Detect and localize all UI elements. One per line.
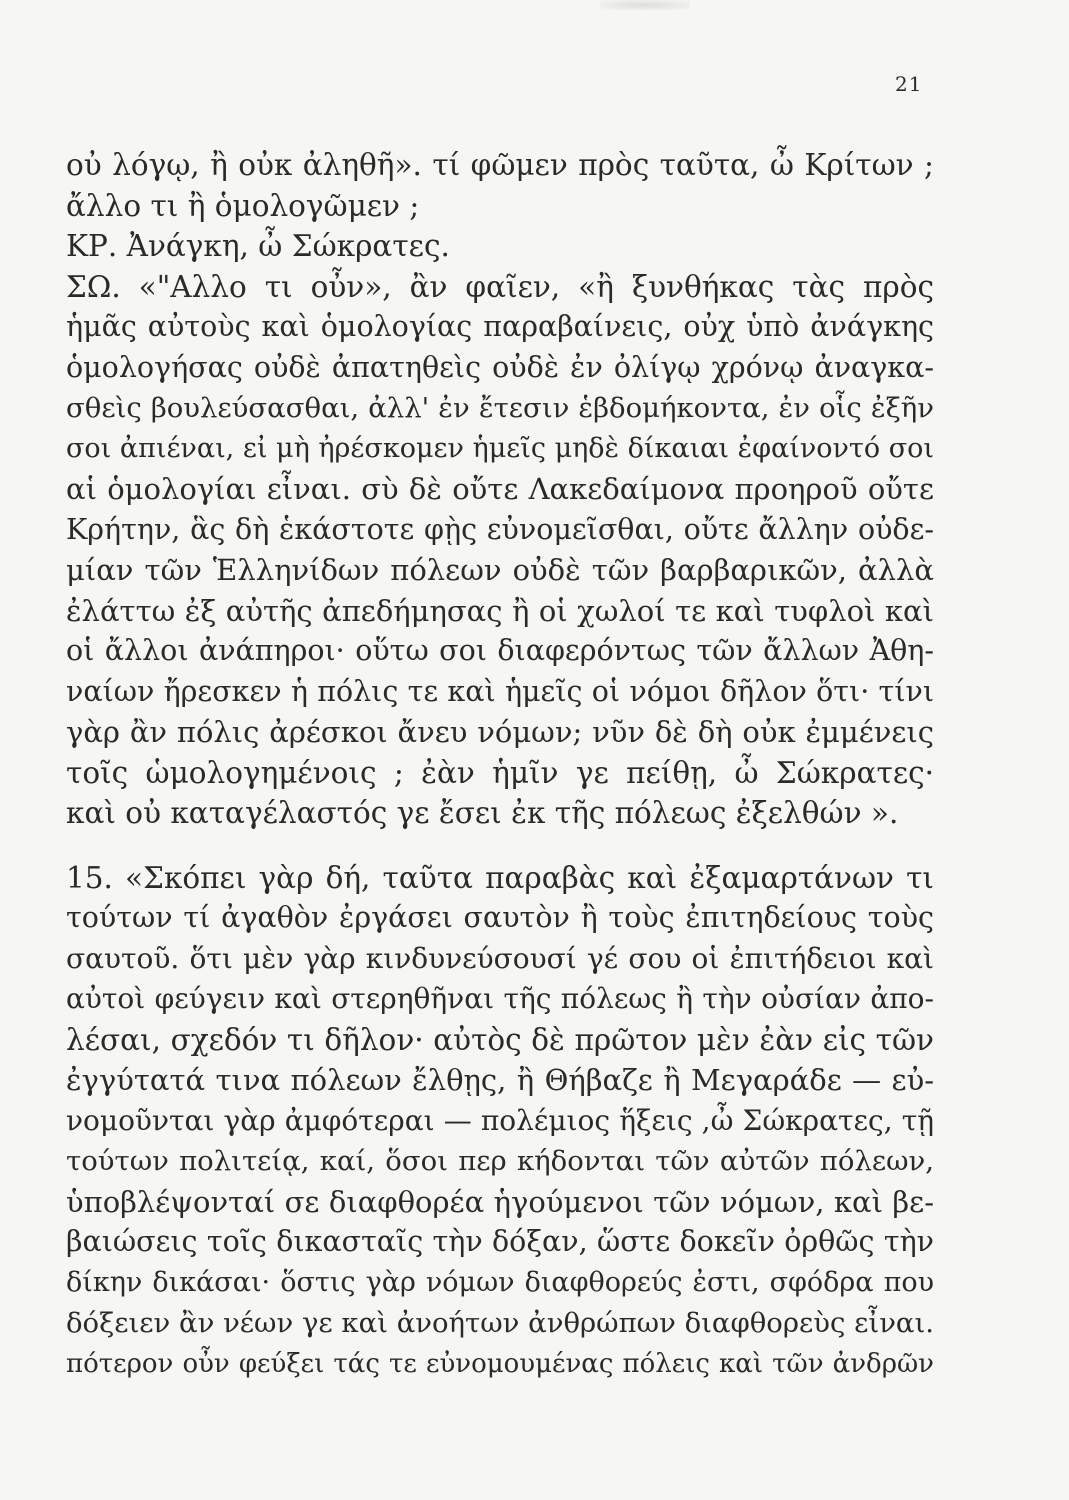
text-line: σαυτοῦ. ὅτι μὲν γὰρ κινδυνεύσουσί γέ σου οἱ ἐπιτήδειοι καὶ [66,941,934,975]
scan-smudge [600,0,690,10]
text-line: ναίων ἤρεσκεν ἡ πόλις τε καὶ ἡμεῖς οἱ νόμοι δῆλον ὅτι· τίνι [66,674,934,708]
text-line: τούτων πολιτείᾳ, καί, ὅσοι περ κήδονται τῶν αὐτῶν πόλεων, [66,1145,934,1177]
page-number: 21 [895,72,923,96]
text-line: ἡμᾶς αὐτοὺς καὶ ὁμολογίας παραβαίνεις, οὐχ ὑπὸ ἀνάγκης [66,310,934,343]
text-line: βαιώσεις τοῖς δικασταῖς τὴν δόξαν, ὥστε δοκεῖν ὀρθῶς τὴν [66,1225,934,1258]
text-line: τούτων τί ἀγαθὸν ἐργάσει σαυτὸν ἢ τοὺς ἐπιτηδείους τοὺς [66,901,934,934]
text-line: ἐλάττω ἐξ αὐτῆς ἀπεδήμησας ἢ οἱ χωλοί τε καὶ τυφλοὶ καὶ [66,593,934,628]
text-line: σθεὶς βουλεύσασθαι, ἀλλ' ἐν ἔτεσιν ἑβδομήκοντα, ἐν οἷς ἐξῆν [66,392,934,424]
text-line: λέσαι, σχεδόν τι δῆλον· αὐτὸς δὲ πρῶτον μὲν ἐὰν εἰς τῶν [66,1022,934,1057]
text-line: δίκην δικάσαι· ὅστις γὰρ νόμων διαφθορεύς ἐστι, σφόδρα που [66,1266,934,1298]
text-line: πότερον οὖν φεύξει τάς τε εὐνομουμένας πόλεις καὶ τῶν ἀνδρῶν [66,1348,934,1379]
text-line: νομοῦνται γὰρ ἀμφότεραι — πολέμιος ἥξεις ,ὦ Σώκρατες, τῇ [66,1103,934,1137]
text-line: ὁμολογήσας οὐδὲ ἀπατηθεὶς οὐδὲ ἐν ὀλίγῳ χρόνῳ ἀναγκα- [66,350,934,384]
text-line: ἐγγύτατά τινα πόλεων ἔλθῃς, ἢ Θήβαζε ἢ Μεγαράδε — εὐ- [66,1063,934,1097]
text-line: καὶ οὐ καταγέλαστός γε ἔσει ἐκ τῆς πόλεως ἐξελθών ». [66,796,899,830]
text-line: οἱ ἄλλοι ἀνάπηροι· οὕτω σοι διαφερόντως τῶν ἄλλων Ἀθη- [66,634,934,667]
text-line: ὑποβλέψονταί σε διαφθορέα ἡγούμενοι τῶν νόμων, καὶ βε- [66,1184,934,1219]
section-start-line: 15. «Σκόπει γὰρ δή, ταῦτα παραβὰς καὶ ἐξαμαρτάνων τι [66,860,934,895]
text-line: ΣΩ. «"Αλλο τι οὖν», ἂν φαῖεν, «ἢ ξυνθήκας τὰς πρὸς [66,269,934,304]
text-line: δόξειεν ἂν νέων γε καὶ ἀνοήτων ἀνθρώπων διαφθορεὺς εἶναι. [66,1307,934,1339]
text-line: οὐ λόγῳ, ἢ οὐκ ἀληθῆ». τί φῶμεν πρὸς ταῦτα, ὦ Κρίτων ; [66,148,934,182]
text-line: σοι ἀπιέναι, εἰ μὴ ἠρέσκομεν ἡμεῖς μηδὲ δίκαιαι ἐφαίνοντό σοι [66,432,934,464]
text-line: μίαν τῶν Ἑλληνίδων πόλεων οὐδὲ τῶν βαρβαρικῶν, ἀλλὰ [66,553,934,587]
text-line: ἄλλο τι ἢ ὁμολογῶμεν ; [66,188,420,223]
greek-text-body [66,145,934,1384]
text-line: Κρήτην, ἃς δὴ ἑκάστοτε φῂς εὐνομεῖσθαι, οὔτε ἄλλην οὐδε- [66,512,934,546]
text-line: τοῖς ὡμολογημένοις ; ἐὰν ἡμῖν γε πείθῃ, ὦ Σώκρατες· [66,755,934,790]
text-line: γὰρ ἂν πόλις ἀρέσκοι ἄνευ νόμων; νῦν δὲ δὴ οὐκ ἐμμένεις [66,715,934,749]
text-line: αἱ ὁμολογίαι εἶναι. σὺ δὲ οὔτε Λακεδαίμονα προηροῦ οὔτε [66,472,934,506]
text-line: ΚΡ. Ἀνάγκη, ὦ Σώκρατες. [66,229,450,263]
text-line: αὐτοὶ φεύγειν καὶ στερηθῆναι τῆς πόλεως ἢ τὴν οὐσίαν ἀπο- [66,982,934,1015]
